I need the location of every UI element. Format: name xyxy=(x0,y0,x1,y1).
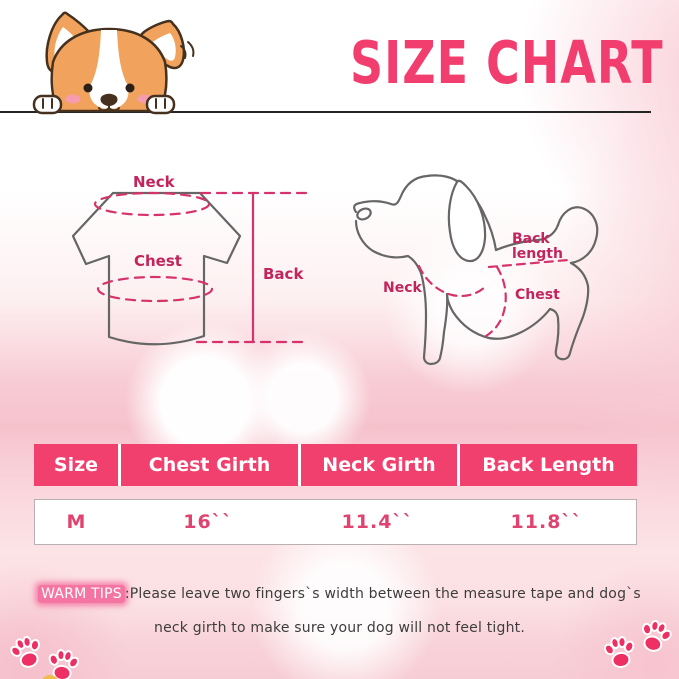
corgi-mascot-icon xyxy=(34,13,193,113)
size-table-header-row xyxy=(34,444,637,486)
shirt-neck-label: Neck xyxy=(133,173,175,191)
col-header-neck-girth: Neck Girth xyxy=(298,444,457,486)
corgi-left-eye xyxy=(84,84,93,93)
size-table-row-m xyxy=(34,499,637,545)
warm-tips-line1 xyxy=(0,586,679,602)
page-title: SIZE CHART xyxy=(350,28,664,98)
warm-tips-text1: :Please leave two fingers`s width between the measure tape and dog`s xyxy=(124,586,641,602)
dog-back-length-label: Back length xyxy=(512,231,563,262)
warm-tips-highlight: WARM TIPS xyxy=(38,585,125,603)
dog-ear xyxy=(449,181,485,261)
col-header-size: Size xyxy=(53,454,99,476)
paw-print-icon xyxy=(7,633,47,671)
size-table xyxy=(34,444,637,545)
paw-print-icon xyxy=(602,635,638,669)
col-header-chest-girth: Chest Girth xyxy=(118,444,298,486)
shirt-back-label: Back xyxy=(263,265,304,283)
dog-outline xyxy=(354,175,597,364)
dog-nose xyxy=(356,207,373,222)
back-length-value: 11.8`` xyxy=(510,511,583,533)
col-header-back-length: Back Length xyxy=(457,444,637,486)
paw-print-icon xyxy=(45,648,81,679)
corgi-right-eye xyxy=(126,84,135,93)
chest-girth-value: 16`` xyxy=(183,511,233,533)
dog-chest-label: Chest xyxy=(515,287,560,303)
warm-tips-line2: neck girth to make sure your dog will not feel tight. xyxy=(154,620,525,636)
neck-girth-dashes xyxy=(95,193,209,215)
chest-girth-dashes xyxy=(98,277,212,301)
size-value: M xyxy=(66,511,87,533)
shirt-chest-label: Chest xyxy=(134,252,182,270)
dog-measurement-diagram xyxy=(354,175,597,364)
dog-chest-dashes xyxy=(486,267,506,336)
dog-neck-dashes xyxy=(419,266,486,296)
neck-girth-value: 11.4`` xyxy=(341,511,414,533)
dog-neck-label: Neck xyxy=(383,280,422,296)
